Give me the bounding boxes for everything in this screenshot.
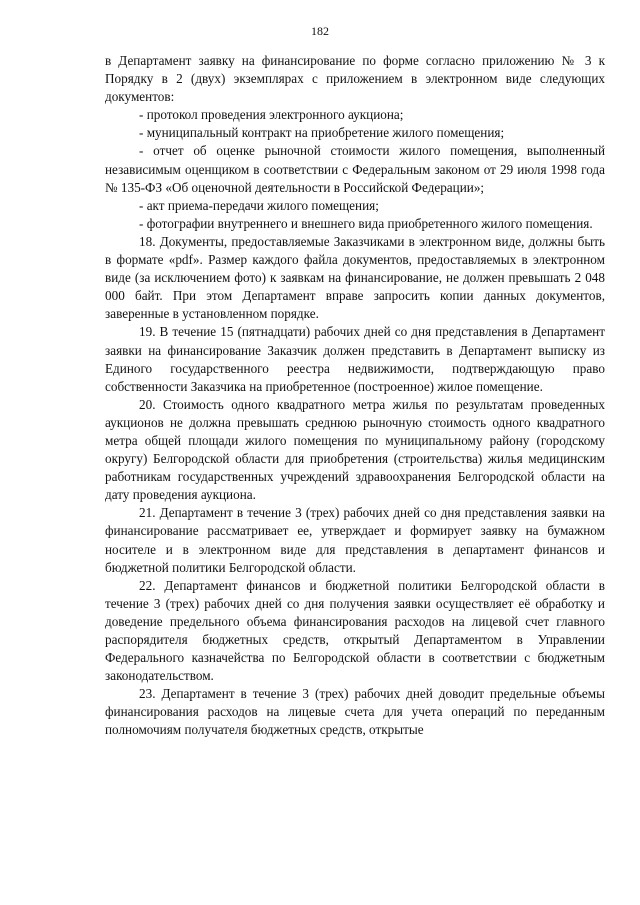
paragraph-23: 23. Департамент в течение 3 (трех) рабочих дней доводит предельные объемы финансирования расходов на лицевые счета для учета операций по переданным полномочиям получателя бюджетных средств, открытые xyxy=(105,686,605,738)
list-item-protocol: - протокол проведения электронного аукциона; xyxy=(139,107,404,123)
list-item-contract: - муниципальный контракт на приобретение жилого помещения; xyxy=(139,125,505,141)
paragraph-18: 18. Документы, предоставляемые Заказчиками в электронном виде, должны быть в формате «pdf». Размер каждого файла документов, предоставляемых в электронном виде (за исключением фото) к заявкам на финансирование, не должен превышать 2 048 000 байт. При этом Департамент вправе запросить копии данных документов, заверенные в установленном порядке. xyxy=(105,233,605,322)
list-item-transfer-act: - акт приема-передачи жилого помещения; xyxy=(139,197,379,213)
list-item-photos: - фотографии внутреннего и внешнего вида приобретенного жилого помещения. xyxy=(139,215,593,231)
paragraph-22: 22. Департамент финансов и бюджетной политики Белгородской области в течение 3 (трех) рабочих дней со дня получения заявки осуществляет её обработку и доведение предельного объема финансирования расходов на лицевой счет главного распорядителя бюджетных средств, открытый Департаментом в Управлении Федерального казначейства по Белгородской области в соответствии с бюджетным законодательством. xyxy=(105,577,605,684)
list-item-valuation-report: - отчет об оценке рыночной стоимости жилого помещения, выполненный независимым оценщиком в соответствии с Федеральным законом от 29 июля 1998 года № 135-ФЗ «Об оценочной деятельности в Российской Федерации»; xyxy=(105,143,605,195)
page-number: 182 xyxy=(311,24,329,38)
paragraph-19: 19. В течение 15 (пятнадцати) рабочих дней со дня представления в Департамент заявки на финансирование Заказчик должен представить в Департамент выписку из Единого государственного реестра недвижимости, подтверждающую право собственности Заказчика на приобретенное (построенное) жилое помещение. xyxy=(105,324,605,394)
paragraph-intro: в Департамент заявку на финансирование по форме согласно приложению № 3 к Порядку в 2 (двух) экземплярах с приложением в электронном виде следующих документов: xyxy=(105,53,605,105)
paragraph-20: 20. Стоимость одного квадратного метра жилья по результатам проведенных аукционов не должна превышать среднюю рыночную стоимость одного квадратного метра общей площади жилого помещения по муниципальному району (городскому округу) Белгородской области для приобретения (строительства) жилья медицинским работникам государственных учреждений здравоохранения Белгородской области на дату проведения аукциона. xyxy=(105,396,605,503)
paragraph-21: 21. Департамент в течение 3 (трех) рабочих дней со дня представления заявки на финансирование рассматривает ее, утверждает и формирует заявку на бумажном носителе и в электронном виде для представления в департамент финансов и бюджетной политики Белгородской области. xyxy=(105,505,605,575)
document-body xyxy=(105,52,605,740)
